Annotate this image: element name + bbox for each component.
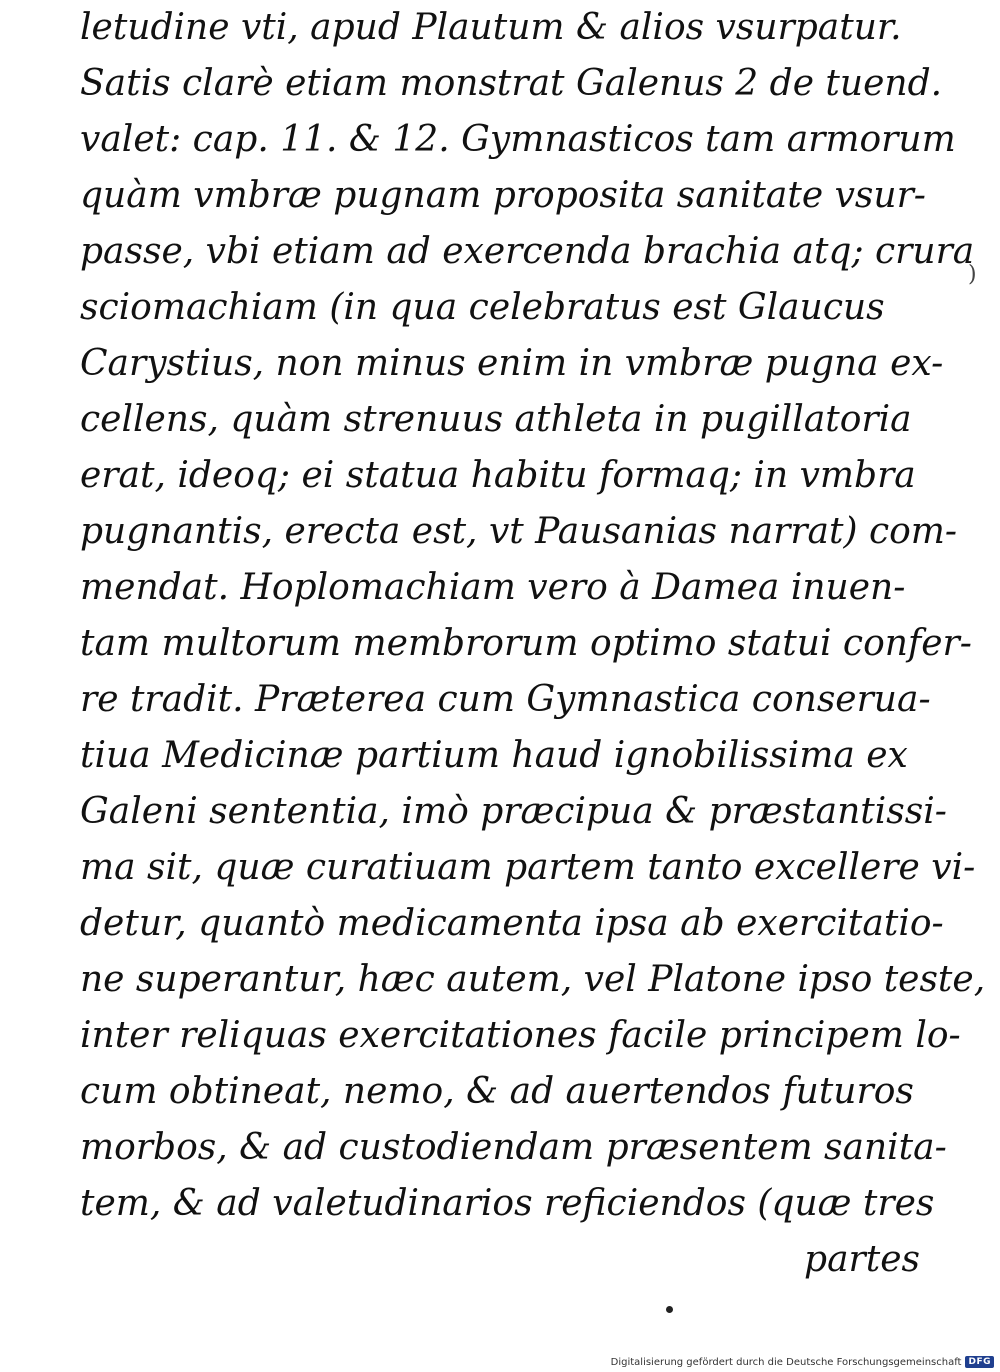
- text-line: pugnantis, erecta est, vt Pausanias narrat) com-: [80, 511, 958, 552]
- footer-credit: Digitalisierung gefördert durch die Deutsche Forschungsgemeinschaft: [610, 1356, 962, 1368]
- text-line: Carystius, non minus enim in vmbræ pugna ex-: [80, 343, 944, 384]
- text-line: tam multorum membrorum optimo statui confer-: [80, 623, 972, 664]
- text-line: detur, quantò medicamenta ipsa ab exercitatio-: [80, 903, 944, 944]
- text-line: Galeni sententia, imò præcipua & præstantissi-: [80, 791, 947, 832]
- dfg-logo-icon: DFG: [965, 1356, 994, 1368]
- text-line: inter reliquas exercitationes facile principem lo-: [80, 1015, 961, 1056]
- text-line: ma sit, quæ curatiuam partem tanto excellere vi-: [80, 847, 976, 888]
- text-line: Satis clarè etiam monstrat Galenus 2 de tuend.: [80, 63, 943, 104]
- ink-speck: [666, 1306, 673, 1313]
- text-line: tiua Medicinæ partium haud ignobilissima ex: [80, 735, 908, 776]
- text-line: cum obtineat, nemo, & ad auertendos futuros: [80, 1071, 914, 1112]
- text-line: re tradit. Præterea cum Gymnastica conserua-: [80, 679, 931, 720]
- margin-mark: ): [968, 262, 977, 287]
- digitization-footer: [611, 1356, 994, 1368]
- text-line: ne superantur, hæc autem, vel Platone ipso teste,: [80, 959, 986, 1000]
- text-line: erat, ideoq; ei statua habitu formaq; in vmbra: [80, 455, 916, 496]
- text-line: passe, vbi etiam ad exercenda brachia atq; crura: [80, 231, 975, 272]
- text-line: mendat. Hoplomachiam vero à Damea inuen-: [80, 567, 906, 608]
- text-line: quàm vmbræ pugnam proposita sanitate vsur-: [80, 175, 926, 216]
- text-line: valet: cap. 11. & 12. Gymnasticos tam armorum: [80, 119, 956, 160]
- text-line: cellens, quàm strenuus athleta in pugillatoria: [80, 399, 912, 440]
- text-line: morbos, & ad custodiendam præsentem sanita-: [80, 1127, 947, 1168]
- text-line: letudine vti, apud Plautum & alios vsurpatur.: [80, 7, 902, 48]
- catchword: partes: [804, 1239, 920, 1280]
- text-line: tem, & ad valetudinarios reficiendos (quæ tres: [80, 1183, 935, 1224]
- text-line: sciomachiam (in qua celebratus est Glaucus: [80, 287, 885, 328]
- body-text: [80, 0, 986, 1288]
